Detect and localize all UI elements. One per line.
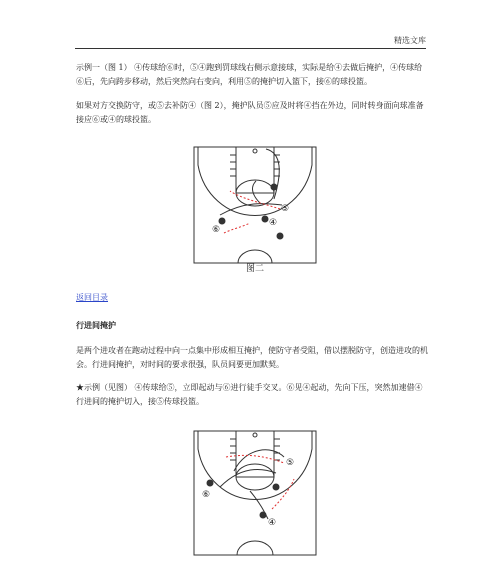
screen-path bbox=[253, 181, 260, 203]
back-to-contents-link[interactable]: 返回目录 bbox=[76, 293, 108, 302]
player-marker: ⑤ bbox=[281, 204, 290, 214]
pass-path-2 bbox=[272, 479, 294, 509]
free-throw-lane bbox=[236, 431, 274, 477]
basket bbox=[253, 433, 257, 437]
free-throw-lane bbox=[236, 147, 274, 193]
basket bbox=[253, 149, 257, 153]
three-point-arc bbox=[198, 147, 312, 216]
header-title: 精选文库 bbox=[394, 36, 426, 45]
pass-path bbox=[224, 223, 250, 233]
defender-marker bbox=[260, 512, 267, 519]
defender-marker bbox=[207, 480, 214, 487]
paragraph-example-two: ★示例（见图） ④传球给⑤，立即起动与⑥进行徒手交叉。⑥见④起动，先向下压，突然加速借④行进间的掩护切入，接⑤传球投篮。 bbox=[76, 383, 423, 406]
paragraph-example-one: 示例一（图 1） ④传球给⑥时，⑤④跑到罚球线右侧示意接球，实际是给④去做后掩护，④传球给⑥后，先向跨步移动，然后突然向右变向，利用⑤的掩护切入篮下，接⑥的球投篮。 bbox=[76, 63, 423, 86]
player-marker: ⑥ bbox=[212, 225, 221, 235]
court-boundary bbox=[194, 431, 316, 555]
lane-hash-marks bbox=[230, 155, 280, 176]
header-divider bbox=[75, 48, 426, 49]
player-marker: ⑥ bbox=[202, 490, 211, 500]
player-marker: ④ bbox=[269, 218, 278, 228]
cross-path bbox=[220, 470, 276, 487]
defender-marker bbox=[219, 218, 226, 225]
defender-marker bbox=[273, 484, 280, 491]
player-marker: ④ bbox=[268, 518, 277, 528]
defender-marker bbox=[277, 233, 284, 240]
paragraph-moving-screen: 是两个进攻者在跑动过程中向一点集中形成相互掩护，使防守者受阻，借以摆脱防守，创造进攻的机会。行进间掩护，对时间的要求很强，队员间要更加默契。 bbox=[76, 346, 428, 369]
court-diagram-moving-screen bbox=[190, 427, 320, 559]
lane-hash-marks bbox=[230, 439, 280, 460]
three-point-arc bbox=[198, 431, 312, 500]
pass-path bbox=[226, 455, 284, 463]
cut-path bbox=[266, 149, 279, 199]
defender-marker bbox=[262, 216, 269, 223]
paragraph-switch-defense: 如果对方交换防守，或⑤去补防④（图 2），掩护队员⑤应及时将④挡在外边，同时转身面向球准备接应⑥或④的球投篮。 bbox=[76, 101, 424, 124]
player-marker: ⑤ bbox=[286, 458, 295, 468]
defender-marker bbox=[271, 184, 278, 191]
center-circle-arc bbox=[237, 541, 273, 555]
court-diagram-figure-2 bbox=[190, 143, 320, 279]
diagram-caption: 图二 bbox=[245, 264, 264, 274]
court-boundary bbox=[194, 147, 316, 263]
section-heading: 行进间掩护 bbox=[76, 320, 116, 330]
